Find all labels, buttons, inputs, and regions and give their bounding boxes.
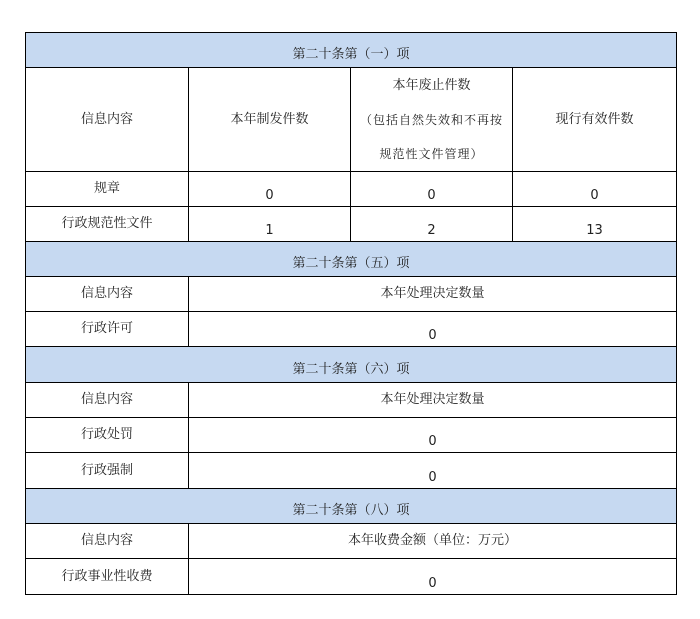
row-label: 规章 — [26, 172, 189, 207]
header-abolished-count — [351, 68, 513, 172]
table-row — [26, 172, 677, 207]
decision-value: 0 — [189, 453, 677, 489]
column-header-row — [26, 68, 677, 172]
table-row — [26, 207, 677, 242]
header-info-content: 信息内容 — [26, 68, 189, 172]
disclosure-table — [25, 32, 677, 595]
section-title: 第二十条第（五）项 — [26, 242, 677, 277]
header-abolished-line3: 规范性文件管理） — [379, 146, 484, 161]
header-valid-count: 现行有效件数 — [513, 68, 677, 172]
decision-value: 0 — [189, 312, 677, 347]
row-label: 行政事业性收费 — [26, 559, 189, 595]
header-issued-count: 本年制发件数 — [189, 68, 351, 172]
row-label: 行政强制 — [26, 453, 189, 489]
column-header-row — [26, 524, 677, 559]
fee-value: 0 — [189, 559, 677, 595]
row-label: 行政许可 — [26, 312, 189, 347]
issued-value: 0 — [189, 172, 351, 207]
section-header-row — [26, 33, 677, 68]
abolished-value: 0 — [351, 172, 513, 207]
header-info-content: 信息内容 — [26, 277, 189, 312]
section-title: 第二十条第（一）项 — [26, 33, 677, 68]
valid-value: 0 — [513, 172, 677, 207]
abolished-value: 2 — [351, 207, 513, 242]
table-row — [26, 418, 677, 453]
table-row — [26, 453, 677, 489]
header-fee-amount: 本年收费金额（单位：万元） — [189, 524, 677, 559]
header-decision-count: 本年处理决定数量 — [189, 383, 677, 418]
section-title: 第二十条第（八）项 — [26, 489, 677, 524]
header-info-content: 信息内容 — [26, 383, 189, 418]
section-header-row — [26, 489, 677, 524]
header-decision-count: 本年处理决定数量 — [189, 277, 677, 312]
valid-value: 13 — [513, 207, 677, 242]
header-info-content: 信息内容 — [26, 524, 189, 559]
decision-value: 0 — [189, 418, 677, 453]
table-row — [26, 559, 677, 595]
table-row — [26, 312, 677, 347]
issued-value: 1 — [189, 207, 351, 242]
column-header-row — [26, 277, 677, 312]
section-title: 第二十条第（六）项 — [26, 347, 677, 383]
column-header-row — [26, 383, 677, 418]
header-abolished-line2: （包括自然失效和不再按 — [359, 112, 503, 127]
row-label: 行政规范性文件 — [26, 207, 189, 242]
section-header-row — [26, 347, 677, 383]
row-label: 行政处罚 — [26, 418, 189, 453]
section-header-row — [26, 242, 677, 277]
header-abolished-line1: 本年废止件数 — [392, 77, 471, 93]
